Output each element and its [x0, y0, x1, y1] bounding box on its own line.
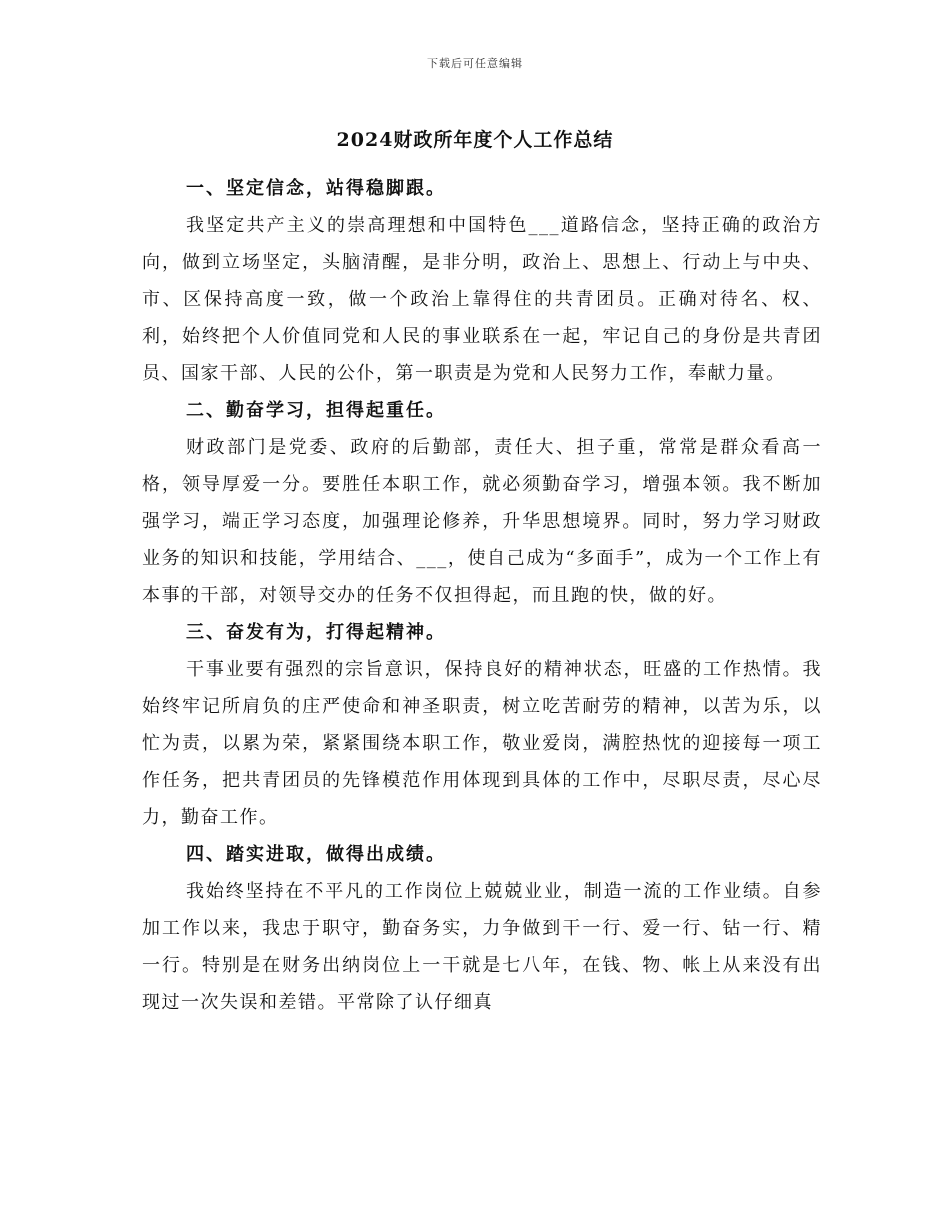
section-heading: 二、勤奋学习，担得起重任。 [186, 400, 446, 421]
document-body [142, 170, 822, 1021]
section-heading: 一、坚定信念，站得稳脚跟。 [186, 178, 446, 199]
section-heading: 三、奋发有为，打得起精神。 [186, 622, 446, 643]
section-3 [142, 614, 822, 836]
section-paragraph: 干事业要有强烈的宗旨意识，保持良好的精神状态，旺盛的工作热情。我始终牢记所肩负的庄严使命和神圣职责，树立吃苦耐劳的精神，以苦为乐，以忙为责，以累为荣，紧紧围绕本职工作，敬业爱岗，满腔热忱的迎接每一项工作任务，把共青团员的先锋模范作用体现到具体的工作中，尽职尽责，尽心尽力，勤奋工作。 [142, 659, 822, 828]
section-paragraph: 我始终坚持在不平凡的工作岗位上兢兢业业，制造一流的工作业绩。自参加工作以来，我忠于职守，勤奋务实，力争做到干一行、爱一行、钻一行、精一行。特别是在财务出纳岗位上一干就是七八年，在钱、物、帐上从来没有出现过一次失误和差错。平常除了认仔细真 [142, 881, 822, 1013]
document-title: 2024财政所年度个人工作总结 [336, 129, 614, 151]
section-2 [142, 392, 822, 614]
section-paragraph: 财政部门是党委、政府的后勤部，责任大、担子重，常常是群众看高一格，领导厚爱一分。要胜任本职工作，就必须勤奋学习，增强本领。我不断加强学习，端正学习态度，加强理论修养，升华思想境界。同时，努力学习财政业务的知识和技能，学用结合、___，使自己成为“多面手”，成为一个工作上有本事的干部，对领导交办的任务不仅担得起，而且跑的快，做的好。 [142, 437, 822, 606]
section-1 [142, 170, 822, 392]
section-paragraph: 我坚定共产主义的崇高理想和中国特色___道路信念，坚持正确的政治方向，做到立场坚定，头脑清醒，是非分明，政治上、思想上、行动上与中央、市、区保持高度一致，做一个政治上靠得住的共青团员。正确对待名、权、利，始终把个人价值同党和人民的事业联系在一起，牢记自己的身份是共青团员、国家干部、人民的公仆，第一职责是为党和人民努力工作，奉献力量。 [142, 215, 822, 384]
header-note: 下载后可任意编辑 [427, 57, 523, 70]
section-heading: 四、踏实进取，做得出成绩。 [186, 844, 446, 865]
section-4 [142, 836, 822, 1021]
